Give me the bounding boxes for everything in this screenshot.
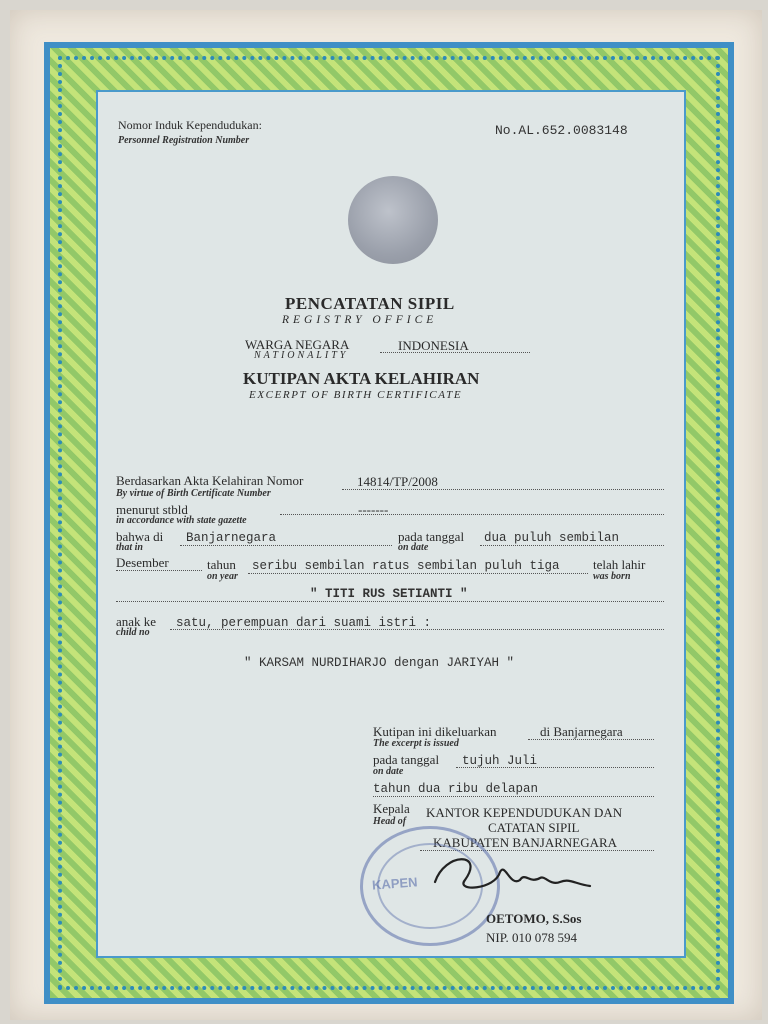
office-title-en: REGISTRY OFFICE [282,314,438,326]
dotline [373,796,654,797]
certificate-number-value: 14814/TP/2008 [357,474,438,489]
head-en: Head of [373,816,407,827]
year-value: seribu sembilan ratus sembilan puluh tiga [252,559,560,573]
issue-date-value: tujuh Juli [462,754,538,768]
office-line-3: KABUPATEN BANJARNEGARA [433,835,618,850]
dotline [170,629,664,630]
signer-name: OETOMO, S.Sos [486,911,582,926]
issue-year-value: tahun dua ribu delapan [373,782,539,796]
document-title: KUTIPAN AKTA KELAHIRAN [243,369,480,388]
nationality-dotline [380,352,530,353]
born-en: was born [593,571,631,582]
stamp-text: KAPEN [371,874,418,893]
place-en: that in [116,542,143,553]
document-title-en: EXCERPT OF BIRTH CERTIFICATE [249,389,463,401]
issued-label: Kutipan ini dikeluarkan [373,724,497,739]
certificate-number-label: Berdasarkan Akta Kelahiran Nomor [116,473,304,488]
nationality-value: INDONESIA [398,338,469,353]
dotline [116,570,202,571]
dotline [116,601,664,602]
head-label: Kepala [373,801,410,816]
dotline [180,545,392,546]
issued-value: di Banjarnegara [540,724,623,739]
parents-names: " KARSAM NURDIHARJO dengan JARIYAH " [244,656,515,670]
issued-en: The excerpt is issued [373,738,459,749]
gazette-value: ------- [358,502,389,517]
dotline [248,573,588,574]
office-line-1: KANTOR KEPENDUDUKAN DAN [426,805,623,820]
office-title: PENCATATAN SIPIL [285,294,455,313]
place-value: Banjarnegara [186,531,277,545]
nationality-en: NATIONALITY [254,350,349,361]
dotline [342,489,664,490]
gazette-en: in accordance with state gazette [116,515,247,526]
child-no-label: anak ke [116,614,157,629]
signature [425,842,595,902]
embossed-seal [348,176,438,264]
month-value: Desember [116,555,169,570]
certificate-number-en: By virtue of Birth Certificate Number [116,488,271,499]
gazette-label: menurut stbld [116,502,188,517]
registration-sublabel: Personnel Registration Number [118,135,250,146]
issue-date-en: on date [373,766,404,777]
dotline [280,514,664,515]
place-label: bahwa di [116,529,164,544]
child-no-value: satu, perempuan dari suami istri : [176,616,432,630]
dotline [528,739,654,740]
nationality-label: WARGA NEGARA [245,337,350,352]
year-label: tahun [207,557,236,572]
registration-number: No.AL.652.0083148 [495,123,628,138]
office-line-2: CATATAN SIPIL [488,820,580,835]
date-value: dua puluh sembilan [484,531,620,545]
dotline [480,545,664,546]
dotline [456,767,654,768]
child-name: " TITI RUS SETIANTI " [310,587,468,601]
year-en: on year [207,571,238,582]
date-label: pada tanggal [398,529,465,544]
registration-label: Nomor Induk Kependudukan: [118,118,262,132]
issue-date-label: pada tanggal [373,752,440,767]
child-no-en: child no [116,627,150,638]
signer-nip: NIP. 010 078 594 [486,930,578,945]
born-label: telah lahir [593,557,646,572]
date-en: on date [398,542,429,553]
